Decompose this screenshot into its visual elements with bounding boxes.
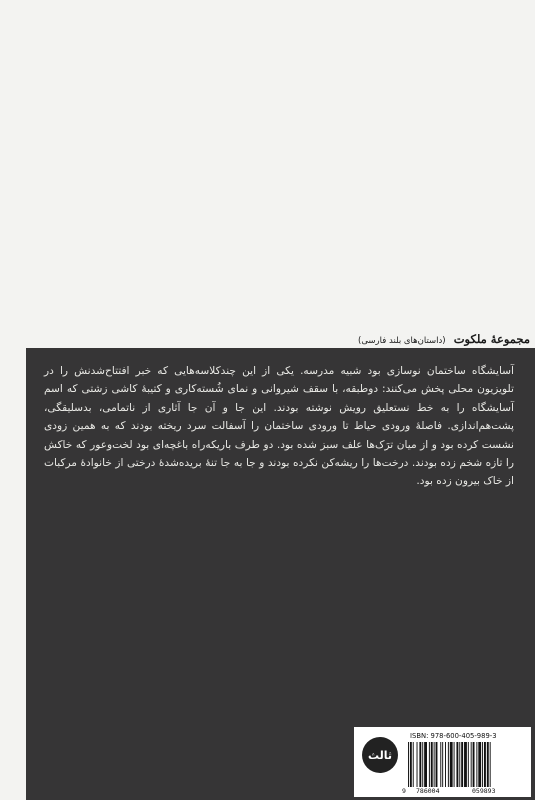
barcode-bars xyxy=(408,742,525,787)
isbn-label: ISBN: 978-600-405-989-3 xyxy=(410,732,497,740)
barcode-bar xyxy=(434,742,435,787)
barcode-bar xyxy=(459,742,460,787)
barcode-bar xyxy=(476,742,477,787)
publisher-logo-text: ثالث xyxy=(367,748,393,762)
barcode-bar xyxy=(490,742,491,787)
barcode-bar xyxy=(410,742,412,787)
barcode-bar xyxy=(482,742,483,787)
blurb-paragraph: آسایشگاه ساختمان نوسازی بود شبیه مدرسه. یکی از این چندکلاسه‌هایی که خبر افتتاح‌شدنش را در تلویزیون محلی پخش می‌کنند: دوطبقه، با سقف شیروانی و نمای شُسته‌کاری و کتیبهٔ کاشی زشتی که اسم آسایشگاه را به خط نستعلیق رویش نوشته بودند. این جا و آن جا آثاری از ناتمامی، بدسلیقگی، پشت‌هم‌اندازی. فاصلهٔ ورودی حیاط تا ورودی ساختمان را آسفالت سرد ریخته بودند که به همین زودی نشست کرده بود و از میان ترَک‌ها علف سبز شده بود. دو طرف باریکه‌راه باغچه‌ای بود لخت‌وعور که خاکش را تازه شخم زده بودند. درخت‌ها را ریشه‌کن نکرده بودند و جا به جا تنهٔ بریده‌شدهٔ درختی از خانوادهٔ مرکبات از خاک بیرون زده بود. xyxy=(44,365,514,488)
barcode-digits-mid: 786004 xyxy=(416,787,440,795)
barcode-bar xyxy=(454,742,455,787)
barcode-digit-left: 9 xyxy=(402,787,406,795)
barcode-bar xyxy=(422,742,423,787)
barcode-bar xyxy=(471,742,472,787)
barcode-bar xyxy=(468,742,469,787)
barcode-bar xyxy=(456,742,458,787)
barcode-bar xyxy=(464,742,467,787)
series-title xyxy=(330,328,530,347)
barcode-bar xyxy=(413,742,414,787)
barcode-bar xyxy=(448,742,449,787)
barcode-bar xyxy=(417,742,418,787)
series-name: مجموعهٔ ملکوت xyxy=(453,332,530,346)
blurb-text xyxy=(44,362,514,491)
barcode-bar xyxy=(473,742,475,787)
barcode-digits xyxy=(402,787,527,797)
publisher-logo xyxy=(362,737,398,773)
series-subtitle: (داستان‌های بلند فارسی) xyxy=(358,336,446,346)
barcode-digits-right: 059893 xyxy=(472,787,496,795)
barcode-bar xyxy=(436,742,438,787)
barcode-bar xyxy=(461,742,463,787)
barcode-bar xyxy=(445,742,446,787)
barcode-bar xyxy=(419,742,421,787)
barcode-bar xyxy=(431,742,433,787)
barcode-bar xyxy=(478,742,481,787)
barcode-bar xyxy=(429,742,430,787)
barcode-bar xyxy=(484,742,486,787)
barcode-bar xyxy=(440,742,441,787)
barcode-bar xyxy=(450,742,453,787)
barcode-bar xyxy=(408,742,409,787)
barcode-bar xyxy=(487,742,489,787)
barcode-bar xyxy=(442,742,443,787)
barcode-box xyxy=(354,727,531,797)
barcode-bar xyxy=(424,742,427,787)
